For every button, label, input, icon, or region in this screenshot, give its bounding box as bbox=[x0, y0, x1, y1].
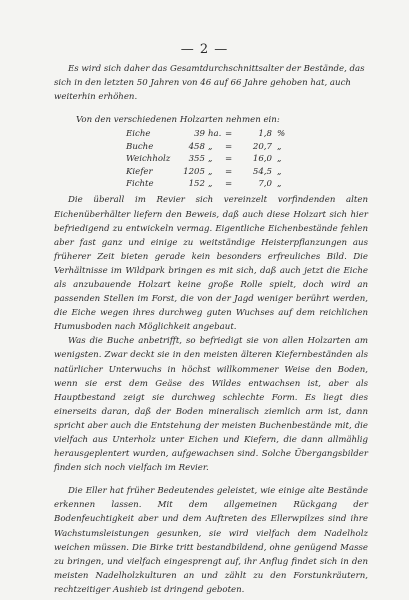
percent-cell: 1,8 bbox=[258, 129, 272, 140]
paragraph-2: Die überall im Revier sich vereinzelt vorfindenden alten Eichenüberhälter liefern den Beweis, daß auch diese Holzart sich hier befriedigend zu entwickeln vermag. Eigentliche Eichenbestände fehlen aber fast ganz und einige zu weitständige Heisterpflanzungen aus früherer Zeit bieten gerade kein besonders erfreuliches Bild. Die Verhältnisse im Wildpark bringen es mit sich, daß auch jetzt die Eiche als anzubauende Holzart keine große Rolle spielt, doch wird an passenden Stellen im Forst, die von der Jagd weniger berührt werden, die Eiche wegen ihres durchweg guten Wuchses auf dem reichlichen Humusboden nach Möglichkeit angebaut. bbox=[54, 195, 368, 333]
paragraph-4: Die Eller hat früher Bedeutendes geleistet, wie einige alte Bestände erkennen lassen. Mit dem allgemeinen Rückgang der Bodenfeuchtigkeit aber und dem Auftreten des Ellerwpilzes sind ihre Wachstumsleistungen gesunken, sie wird vielfach dem Nadelholz weichen müssen. Die Birke tritt bestandbildend, ohne genügend Masse zu bringen, und vielfach eingesprengt auf, ihr Anflug findet sich in den meisten Nadelholzkulturen an und zählt zu den Forstunkräutern, rechtzeitiger Aushieb ist dringend geboten. bbox=[54, 486, 368, 595]
percent-cell: 16,0 bbox=[252, 154, 272, 165]
percent-symbol-cell: % bbox=[277, 129, 286, 140]
species-area-table bbox=[126, 128, 288, 190]
equals-cell: = bbox=[225, 154, 233, 165]
paragraph-1: Es wird sich daher das Gesamtdurchschnittsalter der Bestände, das sich in den letzten 50 Jahren von 46 auf 66 Jahre gehoben hat, auch weiterhin erhöhen. bbox=[54, 64, 365, 103]
table-row bbox=[126, 178, 288, 190]
area-cell: 458 bbox=[188, 141, 205, 152]
equals-cell: = bbox=[225, 129, 233, 140]
table-row bbox=[126, 128, 288, 140]
unit-cell: „ bbox=[208, 179, 213, 189]
unit-cell: „ bbox=[208, 141, 213, 152]
species-cell: Weichholz bbox=[126, 154, 171, 165]
equals-cell: = bbox=[225, 179, 233, 189]
area-cell: 152 bbox=[188, 179, 205, 189]
unit-cell: „ bbox=[208, 166, 213, 177]
area-cell: 1205 bbox=[183, 166, 205, 177]
percent-cell: 54,5 bbox=[252, 166, 272, 177]
species-cell: Kiefer bbox=[126, 166, 153, 177]
text-body bbox=[54, 62, 368, 597]
species-cell: Fichte bbox=[126, 179, 154, 189]
page-number: — 2 — bbox=[180, 42, 229, 57]
unit-cell: ha. bbox=[208, 129, 222, 140]
percent-symbol-cell: „ bbox=[277, 166, 282, 177]
table-row bbox=[126, 153, 288, 165]
percent-cell: 20,7 bbox=[252, 141, 272, 152]
area-cell: 39 bbox=[194, 129, 205, 140]
paragraph-3: Was die Buche anbetrifft, so befriedigt sie von allen Holzarten am wenigsten. Zwar deckt sie in den meisten älteren Kiefernbeständen als natürlicher Unterwuchs in höchst willkommener Weise den Boden, wenn sie erst dem Geäse des Wildes entwachsen ist, aber als Hauptbestand zeigt sie durchweg schlechte Form. Es liegt dies einerseits daran, daß der Boden mineralisch ziemlich arm ist, dann spricht aber auch die Entstehung der meisten Buchenbestände mit, die vielfach aus Unterholz unter Eichen und Kiefern, die dann allmählig herausgeplentert wurden, aufgewachsen sind. Solche Übergangsbilder finden sich noch vielfach im Revier. bbox=[54, 336, 368, 474]
table-row bbox=[126, 166, 288, 178]
table-row bbox=[126, 141, 288, 153]
species-cell: Buche bbox=[126, 141, 154, 152]
percent-symbol-cell: „ bbox=[277, 154, 282, 165]
percent-cell: 7,0 bbox=[258, 179, 272, 189]
equals-cell: = bbox=[225, 166, 233, 177]
percent-symbol-cell: „ bbox=[277, 141, 282, 152]
equals-cell: = bbox=[225, 141, 233, 152]
area-cell: 355 bbox=[188, 154, 205, 165]
table-intro: Von den verschiedenen Holzarten nehmen ein: bbox=[76, 115, 280, 126]
unit-cell: „ bbox=[208, 154, 213, 165]
percent-symbol-cell: „ bbox=[277, 179, 282, 189]
species-cell: Eiche bbox=[126, 129, 151, 140]
